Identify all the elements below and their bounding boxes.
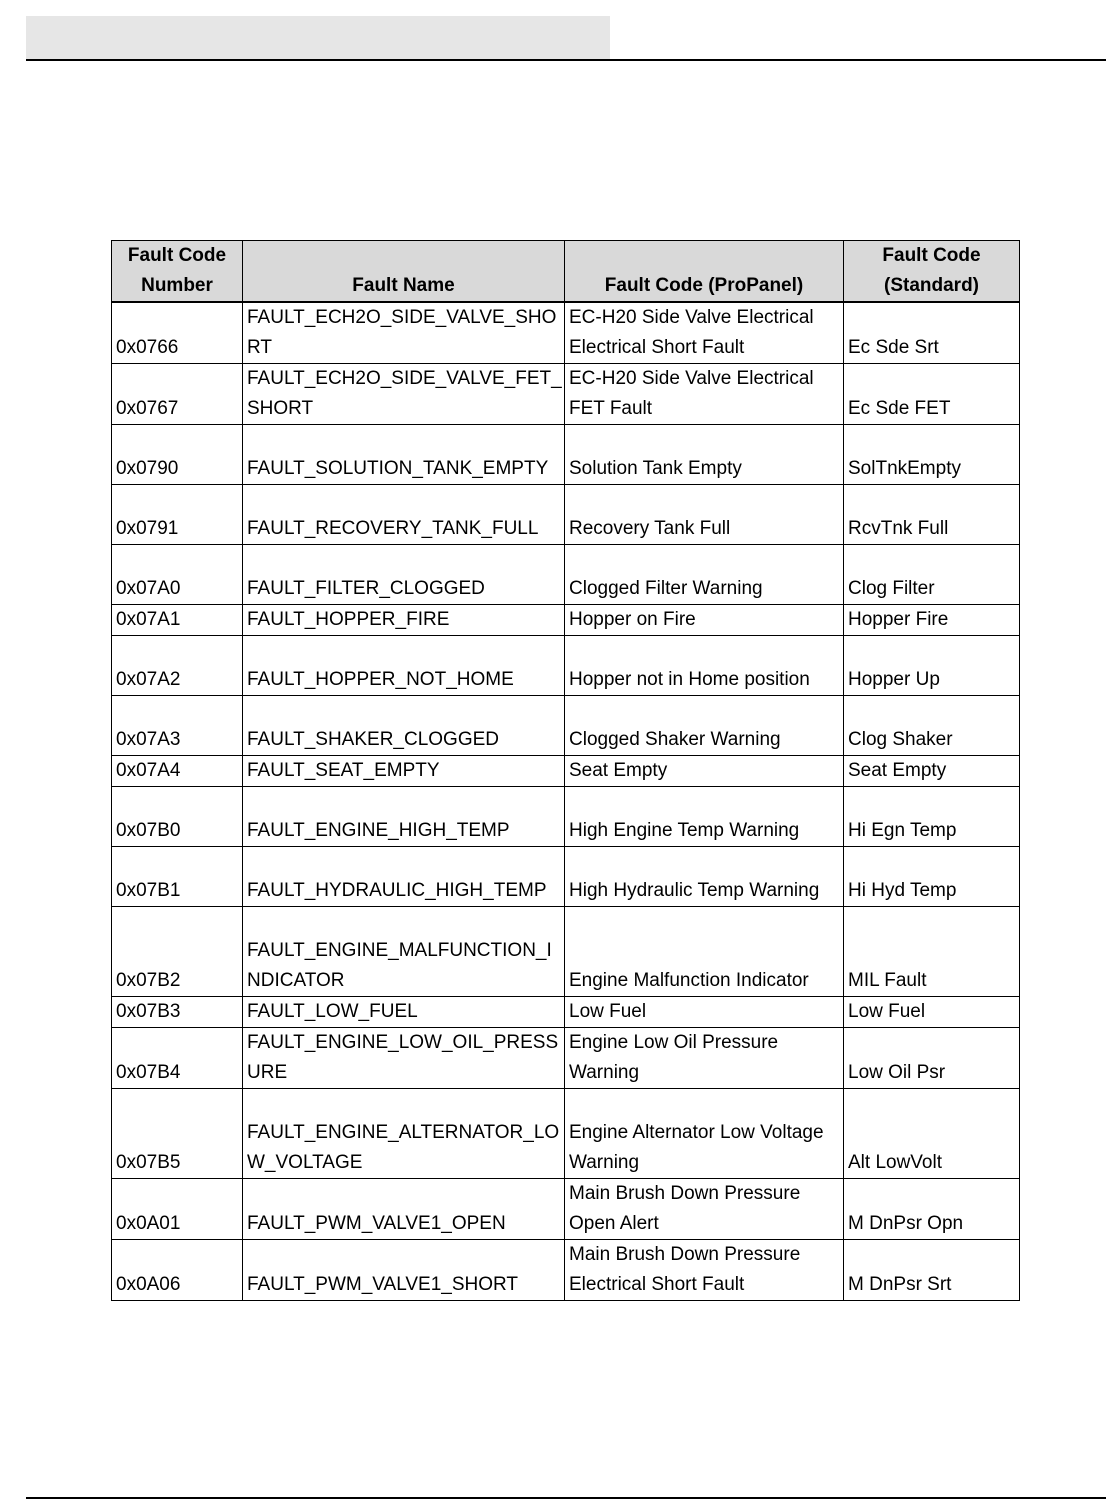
header-fault-code-number: Fault Code Number xyxy=(112,241,243,303)
table-row xyxy=(112,636,1020,696)
fault-code-standard: Clog Filter xyxy=(844,545,1020,605)
fault-name: FAULT_ENGINE_MALFUNCTION_INDICATOR xyxy=(243,907,565,997)
table-row xyxy=(112,364,1020,425)
fault-code-standard: Alt LowVolt xyxy=(844,1089,1020,1179)
fault-name: FAULT_LOW_FUEL xyxy=(243,997,565,1028)
fault-code-number: 0x0766 xyxy=(112,302,243,364)
table-row xyxy=(112,605,1020,636)
fault-code-standard: Clog Shaker xyxy=(844,696,1020,756)
fault-code-standard: M DnPsr Srt xyxy=(844,1240,1020,1301)
fault-name: FAULT_RECOVERY_TANK_FULL xyxy=(243,485,565,545)
fault-code-propanel: EC-H20 Side Valve Electrical FET Fault xyxy=(565,364,844,425)
table-row xyxy=(112,787,1020,847)
table-row xyxy=(112,485,1020,545)
fault-code-standard: Low Fuel xyxy=(844,997,1020,1028)
fault-code-number: 0x07A4 xyxy=(112,756,243,787)
fault-code-standard: SolTnkEmpty xyxy=(844,425,1020,485)
table-row xyxy=(112,1089,1020,1179)
fault-code-propanel: Clogged Shaker Warning xyxy=(565,696,844,756)
fault-code-number: 0x07A0 xyxy=(112,545,243,605)
fault-code-standard: MIL Fault xyxy=(844,907,1020,997)
fault-code-number: 0x07B0 xyxy=(112,787,243,847)
table-row xyxy=(112,545,1020,605)
fault-name: FAULT_ECH2O_SIDE_VALVE_SHORT xyxy=(243,302,565,364)
header-fault-code-standard: Fault Code (Standard) xyxy=(844,241,1020,303)
fault-code-number: 0x0790 xyxy=(112,425,243,485)
fault-code-propanel: Solution Tank Empty xyxy=(565,425,844,485)
fault-code-number: 0x07A2 xyxy=(112,636,243,696)
fault-code-propanel: Engine Alternator Low Voltage Warning xyxy=(565,1089,844,1179)
fault-name: FAULT_HOPPER_NOT_HOME xyxy=(243,636,565,696)
fault-code-propanel: Engine Low Oil Pressure Warning xyxy=(565,1028,844,1089)
fault-code-number: 0x07A1 xyxy=(112,605,243,636)
fault-code-propanel: EC-H20 Side Valve Electrical Electrical Short Fault xyxy=(565,302,844,364)
fault-code-standard: RcvTnk Full xyxy=(844,485,1020,545)
fault-code-number: 0x07B3 xyxy=(112,997,243,1028)
fault-code-propanel: Seat Empty xyxy=(565,756,844,787)
fault-code-propanel: Main Brush Down Pressure Open Alert xyxy=(565,1179,844,1240)
fault-name: FAULT_HYDRAULIC_HIGH_TEMP xyxy=(243,847,565,907)
fault-code-standard: Seat Empty xyxy=(844,756,1020,787)
header-rule xyxy=(26,59,1106,61)
table-row xyxy=(112,907,1020,997)
fault-name: FAULT_SOLUTION_TANK_EMPTY xyxy=(243,425,565,485)
fault-code-standard: Ec Sde Srt xyxy=(844,302,1020,364)
table-row xyxy=(112,756,1020,787)
fault-code-propanel: Hopper on Fire xyxy=(565,605,844,636)
fault-code-number: 0x07B1 xyxy=(112,847,243,907)
fault-name: FAULT_HOPPER_FIRE xyxy=(243,605,565,636)
fault-name: FAULT_ENGINE_LOW_OIL_PRESSURE xyxy=(243,1028,565,1089)
fault-code-number: 0x07B5 xyxy=(112,1089,243,1179)
fault-name: FAULT_SHAKER_CLOGGED xyxy=(243,696,565,756)
table-row xyxy=(112,302,1020,364)
table-row xyxy=(112,1179,1020,1240)
fault-name: FAULT_ENGINE_HIGH_TEMP xyxy=(243,787,565,847)
fault-code-number: 0x07B2 xyxy=(112,907,243,997)
fault-code-number: 0x0A01 xyxy=(112,1179,243,1240)
table-header-row xyxy=(112,241,1020,303)
fault-code-standard: Hi Hyd Temp xyxy=(844,847,1020,907)
fault-name: FAULT_SEAT_EMPTY xyxy=(243,756,565,787)
fault-code-propanel: Hopper not in Home position xyxy=(565,636,844,696)
fault-code-propanel: Engine Malfunction Indicator xyxy=(565,907,844,997)
table-row xyxy=(112,1028,1020,1089)
fault-name: FAULT_PWM_VALVE1_OPEN xyxy=(243,1179,565,1240)
fault-code-table xyxy=(111,240,1020,1301)
fault-name: FAULT_ECH2O_SIDE_VALVE_FET_SHORT xyxy=(243,364,565,425)
header-bar xyxy=(26,16,610,60)
fault-code-standard: Hopper Up xyxy=(844,636,1020,696)
fault-code-propanel: High Hydraulic Temp Warning xyxy=(565,847,844,907)
table-row xyxy=(112,1240,1020,1301)
footer-rule xyxy=(26,1497,1106,1499)
fault-code-propanel: High Engine Temp Warning xyxy=(565,787,844,847)
fault-code-number: 0x0A06 xyxy=(112,1240,243,1301)
fault-code-propanel: Low Fuel xyxy=(565,997,844,1028)
header-fault-code-propanel: Fault Code (ProPanel) xyxy=(565,241,844,303)
fault-code-propanel: Recovery Tank Full xyxy=(565,485,844,545)
fault-code-number: 0x0791 xyxy=(112,485,243,545)
fault-code-number: 0x0767 xyxy=(112,364,243,425)
fault-code-propanel: Main Brush Down Pressure Electrical Short Fault xyxy=(565,1240,844,1301)
fault-code-standard: M DnPsr Opn xyxy=(844,1179,1020,1240)
table-row xyxy=(112,997,1020,1028)
fault-code-propanel: Clogged Filter Warning xyxy=(565,545,844,605)
table-row xyxy=(112,696,1020,756)
fault-code-standard: Hopper Fire xyxy=(844,605,1020,636)
fault-code-number: 0x07B4 xyxy=(112,1028,243,1089)
table-row xyxy=(112,425,1020,485)
fault-code-standard: Hi Egn Temp xyxy=(844,787,1020,847)
fault-code-number: 0x07A3 xyxy=(112,696,243,756)
fault-code-standard: Ec Sde FET xyxy=(844,364,1020,425)
fault-code-standard: Low Oil Psr xyxy=(844,1028,1020,1089)
header-fault-name: Fault Name xyxy=(243,241,565,303)
fault-name: FAULT_ENGINE_ALTERNATOR_LOW_VOLTAGE xyxy=(243,1089,565,1179)
table-row xyxy=(112,847,1020,907)
fault-name: FAULT_PWM_VALVE1_SHORT xyxy=(243,1240,565,1301)
fault-name: FAULT_FILTER_CLOGGED xyxy=(243,545,565,605)
